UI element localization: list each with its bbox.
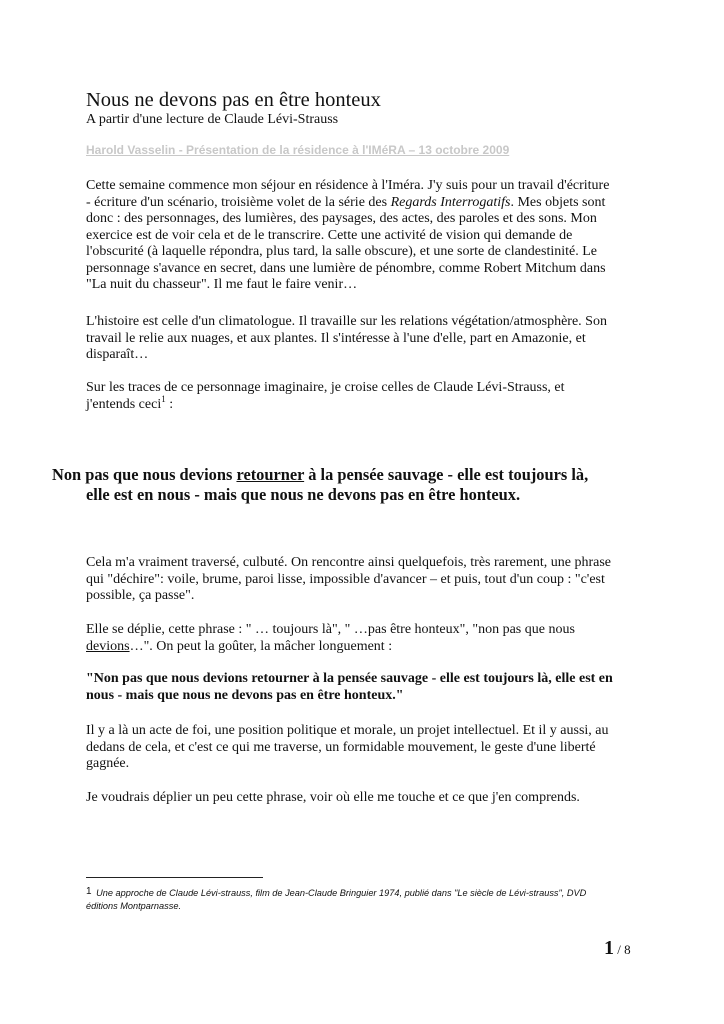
paragraph-line (86, 195, 646, 212)
paragraph-line: L'histoire est celle d'un climatologue. Il travaille sur les relations végétation/atmosphère. Son (86, 314, 607, 329)
paragraph-line: dedans de cela, et c'est ce qui me traverse, un formidable mouvement, le geste d'une liberté (86, 739, 596, 755)
text-run: Une approche de Claude Lévi-strauss, film de Jean-Claude Bringuier 1974, publié dans "Le siècle de Lévi-strauss", DVD (96, 888, 587, 898)
paragraph-line: Cela m'a vraiment traversé, culbuté. On rencontre ainsi quelquefois, très rarement, une phrase (86, 555, 611, 570)
paragraph-line: Il y a là un acte de foi, une position politique et morale, un projet intellectuel. Et il y aussi, au (86, 723, 609, 738)
paragraph-climatologist (86, 314, 646, 364)
paragraph-act-of-faith (86, 723, 646, 773)
text-run: j'entends ceci (86, 396, 162, 412)
paragraph-line: l'obscurité (à laquelle répondra, plus tard, la salle obscure), et une sorte de clandestinité. Le (86, 244, 597, 259)
paragraph-line: donc : des personnages, des lumières, des paysages, des actes, des paroles et des sons. Mon (86, 211, 597, 226)
text-run: : (165, 396, 174, 412)
current-page: 1 (604, 937, 614, 959)
underlined-word: devions (86, 638, 130, 654)
byline: Harold Vasselin - Présentation de la résidence à l'IMéRA – 13 octobre 2009 (86, 143, 510, 157)
paragraph-line: travail le relie aux nuages, et aux plantes. Il s'intéresse à l'une d'elle, part en Amazonie, et (86, 330, 586, 346)
text-run: à la pensée sauvage - elle est toujours là, (304, 465, 589, 484)
footnote-reference[interactable]: 1 (161, 393, 166, 404)
quote-line (52, 465, 652, 485)
paragraph-line (86, 639, 646, 656)
paragraph-reaction (86, 555, 646, 605)
text-run: - écriture d'un scénario, troisième volet de la série des (86, 194, 391, 210)
footnote-line (86, 885, 646, 900)
paragraph-line: "La nuit du chasseur". Il me faut le faire venir… (86, 277, 358, 292)
paragraph-traces (86, 380, 646, 413)
paragraph-line: Cette semaine commence mon séjour en résidence à l'Iméra. J'y suis pour un travail d'écriture (86, 178, 610, 193)
paragraph-line: gagnée. (86, 756, 130, 771)
document-title: Nous ne devons pas en être honteux (86, 89, 381, 111)
paragraph-quote-repeat (86, 671, 646, 704)
paragraph-line: disparaît… (86, 347, 149, 362)
paragraph-line: nous - mais que nous ne devons pas en être honteux." (86, 687, 404, 703)
underlined-word: retourner (236, 465, 305, 484)
paragraph-line: possible, ça passe". (86, 588, 195, 603)
footnote (86, 885, 646, 913)
document-subtitle: A partir d'une lecture de Claude Lévi-Strauss (86, 112, 339, 127)
highlighted-quote (52, 465, 652, 505)
footnote-number: 1 (86, 886, 92, 897)
paragraph-line: "Non pas que nous devions retourner à la pensée sauvage - elle est toujours là, elle est en (86, 671, 613, 686)
paragraph-line: Sur les traces de ce personnage imaginaire, je croise celles de Claude Lévi-Strauss, et (86, 380, 565, 395)
page-separator: / (614, 942, 625, 957)
paragraph-closing (86, 790, 646, 807)
page-number (604, 937, 631, 960)
total-pages: 8 (624, 942, 631, 957)
paragraph-line: exercice est de voir cela et de le transcrire. Cette une activité de vision qui demande de (86, 227, 573, 243)
paragraph-line: qui "déchire": voile, brume, paroi lisse, impossible d'avancer – et puis, tout d'un coup : "c'est (86, 571, 605, 587)
paragraph-line: Je voudrais déplier un peu cette phrase, voir où elle me touche et ce que j'en comprends. (86, 790, 580, 805)
paragraph-intro (86, 178, 646, 294)
text-run: Non pas que nous devions (52, 465, 237, 484)
paragraph-line: personnage s'avance en secret, dans une lumière de pénombre, comme Robert Mitchum dans (86, 260, 606, 276)
paragraph-unfolding (86, 622, 646, 655)
quote-line: elle est en nous - mais que nous ne devons pas en être honteux. (86, 485, 521, 504)
footnote-line: éditions Montparnasse. (86, 901, 181, 911)
paragraph-line: Elle se déplie, cette phrase : " … toujours là", " …pas être honteux", "non pas que nous (86, 622, 575, 637)
text-run: . Mes objets sont (510, 194, 606, 210)
text-run: …". On peut la goûter, la mâcher longuement : (129, 638, 393, 654)
footnote-divider (86, 877, 263, 878)
italic-series-title: Regards Interrogatifs (390, 194, 511, 210)
paragraph-line (86, 393, 646, 414)
